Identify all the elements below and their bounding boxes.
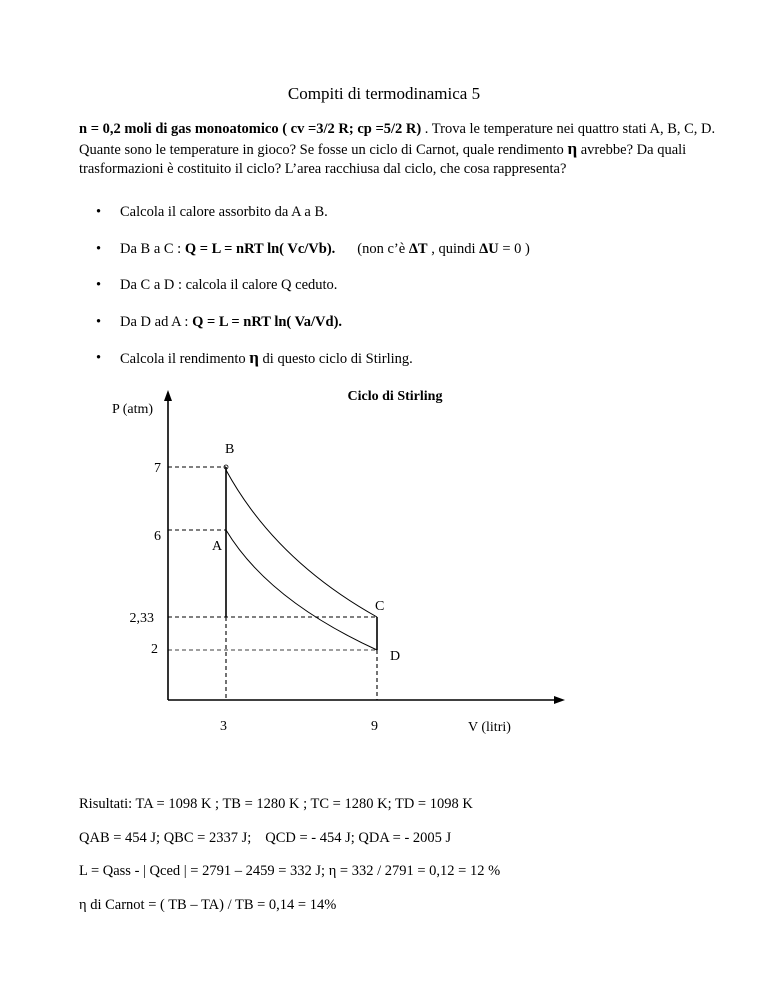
cycle-path — [224, 465, 377, 650]
formula: Q = L = nRT ln( Va/Vd). — [192, 313, 343, 330]
formula: Q = L = nRT ln( Vc/Vb). — [184, 240, 336, 257]
results-temperatures: Risultati: TA = 1098 K ; TB = 1280 K ; TC = 1280 K; TD = 1098 K — [79, 796, 473, 812]
results-heat: QAB = 454 J; QBC = 2337 J; QCD = - 454 J; QDA = - 2005 J — [79, 829, 452, 846]
results-carnot-efficiency: η di Carnot = ( TB – TA) / TB = 0,14 = 14% — [79, 896, 337, 913]
bullet-icon: • — [96, 313, 102, 330]
y-axis-arrow-icon — [164, 390, 172, 401]
y-axis-label: P (atm) — [112, 402, 154, 417]
y-tick-2-33: 2,33 — [129, 611, 154, 626]
eta-symbol: η — [249, 348, 259, 368]
y-tick-2: 2 — [151, 642, 158, 657]
bullet-icon: • — [96, 240, 102, 257]
y-tick-7: 7 — [154, 461, 161, 476]
given-data: n = 0,2 moli di gas monoatomico ( cv =3/2 R; cp =5/2 R) — [79, 121, 422, 137]
problem-statement: n = 0,2 moli di gas monoatomico ( cv =3/2 R; cp =5/2 R) . Trova le temperature nei quattro stati A, B, C, D. Quante sono le temperature in gioco? Se fosse un ciclo di Carnot, quale rendimento η avrebbe? Da quali trasformazioni è costituito il ciclo? L’area racchiusa dal ciclo, che cosa rappresenta? — [79, 121, 716, 177]
point-d-label: D — [390, 649, 401, 664]
y-tick-6: 6 — [154, 529, 161, 544]
point-a-label: A — [212, 539, 223, 554]
isotherm-da — [226, 530, 377, 650]
point-b-label: B — [225, 442, 235, 457]
x-axis-arrow-icon — [554, 696, 565, 704]
point-c-label: C — [375, 599, 385, 614]
chart-title: Ciclo di Stirling — [347, 389, 443, 404]
x-tick-9: 9 — [371, 719, 378, 734]
bullet-icon: • — [96, 277, 102, 294]
x-tick-3: 3 — [220, 719, 227, 734]
eta-symbol: η — [567, 139, 578, 158]
page-title: Compiti di termodinamica 5 — [287, 84, 481, 103]
bullet-icon: • — [96, 350, 102, 367]
guide-lines — [168, 467, 377, 700]
bullet-icon: • — [96, 204, 102, 220]
isotherm-bc — [226, 470, 377, 617]
x-axis-label: V (litri) — [468, 720, 511, 735]
results-section — [79, 795, 500, 929]
results-work-efficiency: L = Qass - | Qced | = 2791 – 2459 = 332 J; η = 332 / 2791 = 0,12 = 12 % — [79, 863, 501, 879]
